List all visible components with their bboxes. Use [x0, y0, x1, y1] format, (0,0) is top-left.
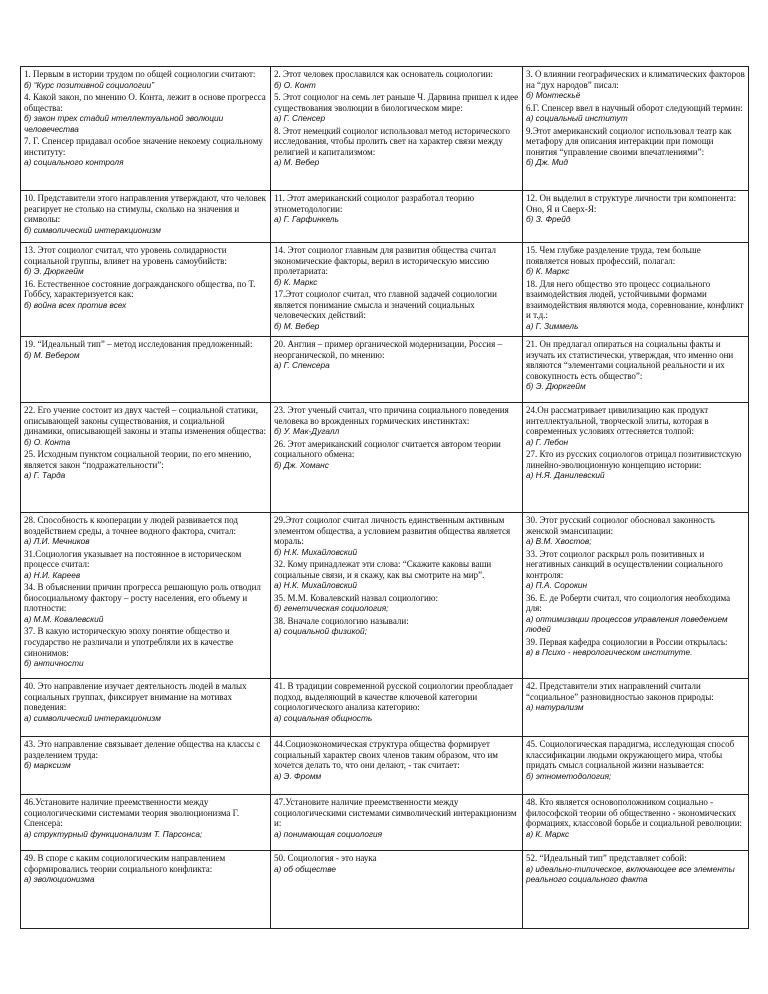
- question-text: 27. Кто из русских социологов отрицал позитивистскую линейно-эволюционную концепцию истории:: [526, 449, 742, 470]
- question-text: 8. Этот немецкий социолог использовал метод исторического исследования, чтобы пролить свет на характер связи между религией и капитализмом:: [274, 125, 511, 157]
- answer-text: а) социального контроля: [24, 157, 124, 168]
- question-text: 11. Этот американский социолог разработал теорию этнометодологии:: [274, 193, 475, 214]
- answer-text: а) социальный институт: [526, 113, 628, 124]
- answer-text: а) Г. Спенсера: [274, 360, 330, 371]
- questions-table: [20, 66, 749, 929]
- question-text: 32. Кому принадлежат эти слова: “Скажите каковы ваши социальные связи, и я скажу, как вы смотрите на мир”.: [274, 559, 492, 580]
- answer-text: а) М. Вебер: [274, 157, 320, 168]
- question-cell: [271, 851, 523, 929]
- question-text: 22. Его учение состоит из двух частей – социальной статики, описывающей законы существования, и социальной динамики, описывающей законы и этапы изменения общества:: [24, 405, 267, 437]
- answer-text: а) социальная общность: [274, 712, 373, 723]
- question-cell: [523, 795, 749, 851]
- question-text: 35. М.М. Ковалевский назвал социологию:: [274, 592, 438, 603]
- question-text: 46.Установите наличие преемственности между социологическими системами теория эволюционизма Г. Спенсера:: [24, 797, 240, 829]
- question-cell: [523, 737, 749, 795]
- table-row: [21, 795, 749, 851]
- table-row: [21, 851, 749, 929]
- question-text: 3. О влиянии географических и климатических факторов на “дух народов” писал:: [526, 69, 745, 90]
- answer-text: б) О. Конт: [274, 79, 316, 90]
- answer-text: в) идеально-типическое, включающее все элементы реального социального факта: [526, 863, 735, 884]
- table-row: [21, 337, 749, 403]
- question-text: 50. Социология - это наука: [274, 853, 377, 863]
- question-cell: [271, 679, 523, 737]
- answer-text: б) М. Вебером: [24, 349, 80, 360]
- question-cell: [523, 243, 749, 337]
- question-cell: [21, 67, 271, 191]
- answer-text: б) Э. Дюркгейм: [526, 381, 586, 392]
- question-cell: [523, 679, 749, 737]
- answer-text: а) понимающая социология: [274, 828, 383, 839]
- answer-text: а) Г. Спенсер: [274, 113, 326, 124]
- question-cell: [21, 513, 271, 679]
- question-text: 15. Чем глубже разделение труда, тем больше появляется новых профессий, полагал:: [526, 245, 701, 266]
- question-text: 49. В споре с каким социологическим направлением сформировались теории социального конфликта:: [24, 853, 226, 874]
- question-text: 43. Это направление связывает деление общества на классы с разделением труда:: [24, 739, 261, 760]
- answer-text: в) К. Маркс: [526, 828, 570, 839]
- answer-text: а) Э. Фромм: [274, 770, 322, 781]
- question-text: 26. Этот американский социолог считается автором теории социального обмена:: [274, 438, 501, 460]
- answer-text: а) об обществе: [274, 863, 336, 874]
- table-row: [21, 513, 749, 679]
- answer-text: а) Л.И. Мечников: [24, 536, 90, 547]
- question-text: 42. Представители этих направлений считали “социальное” разновидностью законов природы:: [526, 681, 714, 702]
- question-text: 25. Исходным пунктом социальной теории, по его мнению, является закон “подражательности”:: [24, 449, 252, 470]
- answer-text: б) У. Мак-Дугалл: [274, 426, 340, 437]
- answer-text: а) Н.И. Кареев: [24, 569, 81, 580]
- answer-text: а) структурный функционализм Т. Парсонса;: [24, 828, 203, 839]
- question-cell: [21, 851, 271, 929]
- question-text: 37. В какую историческую эпоху понятие общество и государство не различали и употребляли их в качестве синонимов:: [24, 626, 234, 658]
- question-text: 44.Социоэкономическая структура общества формирует социальный характер своих членов таким образом, что им хочется делать то, что они делают, - так считает:: [274, 739, 498, 771]
- answer-text: а) оптимизации процессов управления поведением людей: [526, 613, 728, 635]
- table-row: [21, 403, 749, 513]
- question-text: 10. Представители этого направления утверждают, что человек реагирует не столько на стимулы, сколько на значения и символы:: [24, 193, 267, 225]
- answer-text: б) М. Вебер: [274, 320, 320, 331]
- table-row: [21, 679, 749, 737]
- answer-text: б) “Курс позитивной социологии”: [24, 79, 154, 90]
- question-text: 4. Какой закон, по мнению О. Конта, лежит в основе прогресса общества:: [24, 92, 266, 113]
- question-cell: [271, 403, 523, 513]
- answer-text: а) М.М. Ковалевский: [24, 613, 104, 624]
- question-cell: [21, 243, 271, 337]
- question-text: 20. Англия – пример органической модернизации, Россия – неорганической, по мнению:: [274, 339, 502, 360]
- question-text: 9.Этот американский социолог использовал театр как метафору для описания интеракции при помощи понятия “управление своими впечатлениями”:: [526, 125, 732, 157]
- table-row: [21, 191, 749, 243]
- answer-text: б) З. Фрейд: [526, 214, 571, 225]
- question-text: 40. Это направление изучает деятельность людей в малых социальных группах, фиксирует внимание на мотивах поведения:: [24, 681, 247, 713]
- question-text: 29.Этот социолог считал личность единственным активным элементом общества, а условием развития общества является мораль:: [274, 515, 511, 547]
- answer-text: а) Н.Я. Данилевский: [526, 470, 605, 481]
- question-cell: [271, 191, 523, 243]
- question-text: 19. “Идеальный тип” – метод исследования предложенный:: [24, 339, 253, 349]
- question-text: 24.Он рассматривает цивилизацию как продукт интеллектуальной, творческой элиты, которая в современных условиях оттесняется толпой:: [526, 405, 709, 437]
- table-row: [21, 67, 749, 191]
- question-text: 17.Этот социолог считал, что главной задачей социологии является понимание смысла и значений социальных человеческих действий:: [274, 289, 497, 321]
- question-text: 1. Первым в истории трудом по общей социологии считают:: [24, 69, 256, 79]
- answer-text: б) этнометодология;: [526, 770, 612, 781]
- answer-text: б) Дж. Хоманс: [274, 459, 329, 470]
- question-cell: [271, 795, 523, 851]
- question-cell: [271, 243, 523, 337]
- question-cell: [21, 737, 271, 795]
- answer-text: б) Монтескьё: [526, 90, 581, 101]
- question-text: 39. Первая кафедра социологии в России открылась:: [526, 636, 728, 647]
- question-cell: [21, 403, 271, 513]
- question-text: 5. Этот социолог на семь лет раньше Ч. Дарвина пришел к идее существования эволюции в биологическом мире:: [274, 92, 519, 113]
- question-cell: [523, 337, 749, 403]
- question-cell: [271, 67, 523, 191]
- table-row: [21, 737, 749, 795]
- question-text: 48. Кто является основоположником социально - философской теории об общественно - экономических формациях, классовой борьбе и социальной революции:: [526, 797, 743, 829]
- table-row: [21, 243, 749, 337]
- answer-text: б) закон трех стадий нтеллектуальной эволюции человечества: [24, 113, 224, 134]
- question-text: 36. Е. де Роберти считал, что социология необходима для:: [526, 592, 731, 614]
- answer-text: в) в Психо - неврологическом институте.: [526, 647, 693, 658]
- question-text: 16. Естественное состояние догражданского общества, по Т. Гоббсу, характеризуется как:: [24, 278, 256, 300]
- answer-text: а) эволюционизма: [24, 874, 95, 885]
- question-text: 14. Этот социолог главным для развития общества считал экономические факторы, верил в историческую миссию пролетариата:: [274, 245, 497, 277]
- question-text: 33. Этот социолог раскрыл роль позитивных и негативных санкций в осуществлении социального контроля:: [526, 548, 723, 580]
- answer-text: б) Э. Дюркгейм: [24, 266, 84, 277]
- question-text: 23. Этот ученый считал, что причина социального поведения человека во врожденных гормических инстинктах:: [274, 405, 509, 426]
- question-cell: [523, 851, 749, 929]
- question-cell: [21, 795, 271, 851]
- answer-text: б) символический интеракционизм: [24, 224, 161, 235]
- question-text: 7. Г. Спенсер придавал особое значение некоему социальному институту:: [24, 136, 263, 157]
- answer-text: б) генетическая социология;: [274, 603, 389, 614]
- question-cell: [523, 513, 749, 679]
- answer-text: б) марксизм: [24, 760, 71, 771]
- answer-text: а) В.М. Хвостов;: [526, 536, 592, 547]
- question-text: 18. Для него общество это процесс социального взаимодействия людей, устойчивыми формами взаимодействия являются мода, соревнование, конфликт и т.д.:: [526, 278, 744, 321]
- question-cell: [21, 337, 271, 403]
- question-cell: [523, 191, 749, 243]
- answer-text: а) Г. Лебон: [526, 436, 569, 447]
- question-text: 34. В объяснении причин прогресса решающую роль отводил биосоциальному фактору – росту населения, его объему и плотности:: [24, 582, 261, 614]
- question-text: 47.Установите наличие преемственности между социологическими системами символический интеракционизм и:: [274, 797, 517, 829]
- question-text: 2. Этот человек прославился как основатель социологии:: [274, 69, 493, 79]
- answer-text: б) Н.К. Михайловский: [274, 546, 358, 557]
- question-cell: [21, 191, 271, 243]
- answer-text: а) социальной физикой;: [274, 626, 367, 637]
- question-text: 12. Он выделил в структуре личности три компонента: Оно, Я и Сверх-Я:: [526, 193, 737, 214]
- question-cell: [271, 737, 523, 795]
- question-cell: [271, 337, 523, 403]
- question-cell: [271, 513, 523, 679]
- answer-text: б) К. Маркс: [526, 266, 570, 277]
- question-text: 6.Г. Спенсер ввел в научный оборот следующий термин:: [526, 102, 743, 113]
- question-text: 21. Он предлагал опираться на социальны факты и изучать их статистически, утверждая, что именно они являются “элементами социальной реальности и их совокупность есть общество”:: [526, 339, 734, 381]
- question-text: 28. Способность к кооперации у людей развивается под воздействием среды, а точнее водного фактора, считал:: [24, 515, 238, 536]
- question-text: 38. Вначале социологию называли:: [274, 615, 409, 626]
- answer-text: а) Н.К. Михайловский: [274, 580, 358, 591]
- question-text: 13. Этот социолог считал, что уровень солидарности социальной группы, влияет на уровень самоубийств:: [24, 245, 227, 266]
- answer-text: а) Г. Зиммель: [526, 320, 579, 331]
- answer-text: б) античности: [24, 658, 84, 669]
- answer-text: б) война всех против всех: [24, 299, 127, 310]
- answer-text: б) К. Маркс: [274, 276, 318, 287]
- answer-text: а) Г. Тарда: [24, 470, 66, 481]
- question-cell: [523, 67, 749, 191]
- question-cell: [21, 679, 271, 737]
- question-text: 45. Социологическая парадигма, исследующая способ классификации людьми окружающего мира, чтобы придать смысл социальной жизни называется:: [526, 739, 735, 771]
- answer-text: б) Дж. Мид: [526, 157, 569, 168]
- question-text: 41. В традиции современной русской социологии преобладает подход, выделяющий в качестве ключевой категории социологического анализа категорию:: [274, 681, 514, 713]
- answer-text: б) О. Конта: [24, 436, 71, 447]
- answer-text: а) Г. Гарфинкель: [274, 214, 339, 225]
- question-text: 52. “Идеальный тип” представляет собой:: [526, 853, 687, 863]
- question-text: 31.Социология указывает на постоянное в историческом процессе считал:: [24, 548, 242, 570]
- answer-text: а) П.А. Сорокин: [526, 580, 588, 591]
- question-text: 30. Этот русский социолог обосновал законность женской эмансипации:: [526, 515, 715, 536]
- question-cell: [523, 403, 749, 513]
- answer-text: а) символический интеракционизм: [24, 712, 161, 723]
- answer-text: а) натурализм: [526, 702, 584, 713]
